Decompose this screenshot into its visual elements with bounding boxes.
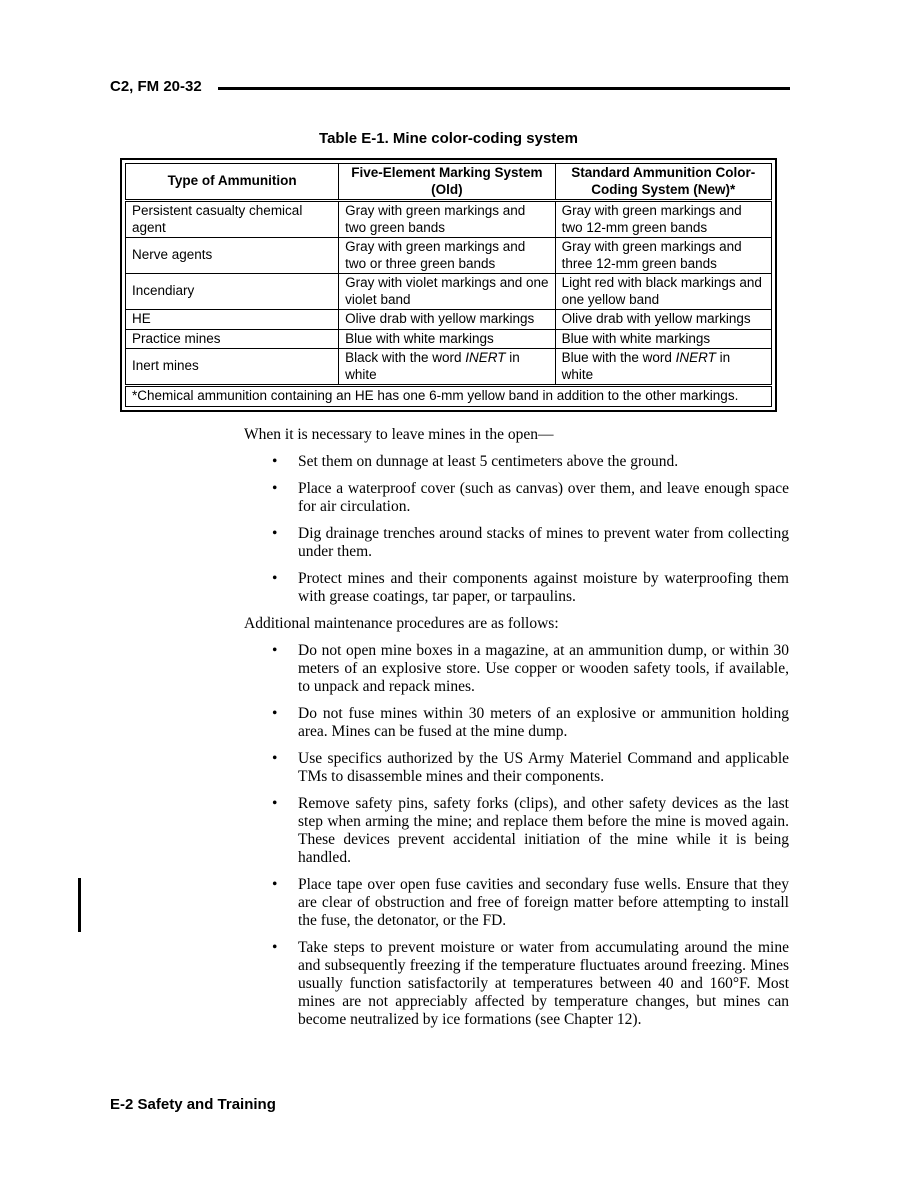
page-footer: E-2 Safety and Training: [110, 1096, 276, 1113]
list-item: [244, 642, 789, 696]
cell-new: Blue with white markings: [555, 329, 771, 349]
list-item: [244, 453, 789, 471]
list-item-text: Use specifics authorized by the US Army Materiel Command and applicable TMs to disassemble mines and their components.: [298, 750, 789, 785]
cell-old: Gray with violet markings and one violet band: [339, 274, 555, 310]
bullet-icon: •: [272, 795, 278, 812]
cell-old: Blue with white markings: [339, 329, 555, 349]
cell-text: Black with the word: [345, 350, 466, 365]
table-row: [126, 274, 772, 310]
bullet-list-maintenance: [244, 642, 789, 1029]
bullet-icon: •: [272, 750, 278, 767]
cell-old: [339, 349, 555, 386]
change-bar: [78, 878, 81, 932]
list-item: [244, 570, 789, 606]
cell-italic-term: INERT: [675, 350, 716, 365]
list-item-text: Place a waterproof cover (such as canvas) over them, and leave enough space for air circulation.: [298, 480, 789, 515]
bullet-icon: •: [272, 570, 278, 587]
cell-type: HE: [126, 310, 339, 330]
bullet-list-storage: [244, 453, 789, 606]
bullet-icon: •: [272, 876, 278, 893]
cell-new: [555, 349, 771, 386]
table-row: [126, 349, 772, 386]
column-header-type: Type of Ammunition: [126, 164, 339, 201]
bullet-icon: •: [272, 453, 278, 470]
header-rule: [218, 87, 790, 90]
table-row: [126, 238, 772, 274]
list-item-text: Do not fuse mines within 30 meters of an explosive or ammunition holding area. Mines can be fused at the mine dump.: [298, 705, 789, 740]
cell-text: Blue with the word: [561, 350, 676, 365]
column-header-old: Five-Element Marking System (Old): [339, 164, 555, 201]
cell-type: Nerve agents: [126, 238, 339, 274]
bullet-icon: •: [272, 525, 278, 542]
list-item-text: Place tape over open fuse cavities and secondary fuse wells. Ensure that they are clear of obstruction and free of foreign matter before attempting to install the fuse, the detonator, or the FD.: [298, 876, 789, 929]
cell-new: Light red with black markings and one yellow band: [555, 274, 771, 310]
list-item: [244, 795, 789, 867]
section-intro: When it is necessary to leave mines in the open—: [244, 426, 554, 443]
cell-type: Persistent casualty chemical agent: [126, 201, 339, 238]
column-header-new: Standard Ammunition Color-Coding System (New)*: [555, 164, 771, 201]
list-item-text: Protect mines and their components against moisture by waterproofing them with grease coatings, tar paper, or tarpaulins.: [298, 570, 789, 605]
cell-type: Incendiary: [126, 274, 339, 310]
header-label: C2, FM 20-32: [110, 78, 202, 95]
table-header-row: [126, 164, 772, 201]
body-text: [244, 426, 789, 1038]
cell-text: in white: [561, 350, 731, 382]
table-row: [126, 310, 772, 330]
list-item: [244, 876, 789, 930]
mine-color-table-frame: [120, 158, 777, 412]
list-item: [244, 525, 789, 561]
table-footnote-row: [126, 386, 772, 407]
list-item: [244, 480, 789, 516]
page-header: [110, 76, 790, 98]
cell-text: in white: [345, 350, 520, 382]
cell-type: Practice mines: [126, 329, 339, 349]
mine-color-table: [125, 163, 772, 407]
section-intro: Additional maintenance procedures are as follows:: [244, 615, 559, 632]
list-item-text: Set them on dunnage at least 5 centimeters above the ground.: [298, 453, 679, 470]
cell-old: Olive drab with yellow markings: [339, 310, 555, 330]
table-title: Table E-1. Mine color-coding system: [319, 130, 578, 147]
cell-new: Gray with green markings and three 12-mm green bands: [555, 238, 771, 274]
bullet-icon: •: [272, 480, 278, 497]
cell-old: Gray with green markings and two green bands: [339, 201, 555, 238]
cell-italic-term: INERT: [465, 350, 506, 365]
list-item: [244, 750, 789, 786]
list-item-text: Remove safety pins, safety forks (clips), and other safety devices as the last step when arming the mine; and replace them before the mine is moved again. These devices prevent accidental initiation of the mine while it is being handled.: [298, 795, 789, 866]
cell-new: Olive drab with yellow markings: [555, 310, 771, 330]
bullet-icon: •: [272, 642, 278, 659]
bullet-icon: •: [272, 705, 278, 722]
list-item: [244, 939, 789, 1029]
table-row: [126, 201, 772, 238]
list-item-text: Dig drainage trenches around stacks of mines to prevent water from collecting under them.: [298, 525, 789, 560]
bullet-icon: •: [272, 939, 278, 956]
table-row: [126, 329, 772, 349]
cell-new: Gray with green markings and two 12-mm green bands: [555, 201, 771, 238]
list-item-text: Do not open mine boxes in a magazine, at an ammunition dump, or within 30 meters of an explosive store. Use copper or wooden safety tools, if available, to unpack and repack mines.: [298, 642, 789, 695]
cell-type: Inert mines: [126, 349, 339, 386]
list-item: [244, 705, 789, 741]
table-footnote: *Chemical ammunition containing an HE has one 6-mm yellow band in addition to the other markings.: [126, 386, 772, 407]
cell-old: Gray with green markings and two or three green bands: [339, 238, 555, 274]
list-item-text: Take steps to prevent moisture or water from accumulating around the mine and subsequently freezing if the temperature fluctuates around freezing. Mines usually function satisfactorily at temperatures between 40 and 160°F. Most mines are not appreciably affected by temperature changes, but mines can become neutralized by ice formations (see Chapter 12).: [298, 939, 789, 1028]
